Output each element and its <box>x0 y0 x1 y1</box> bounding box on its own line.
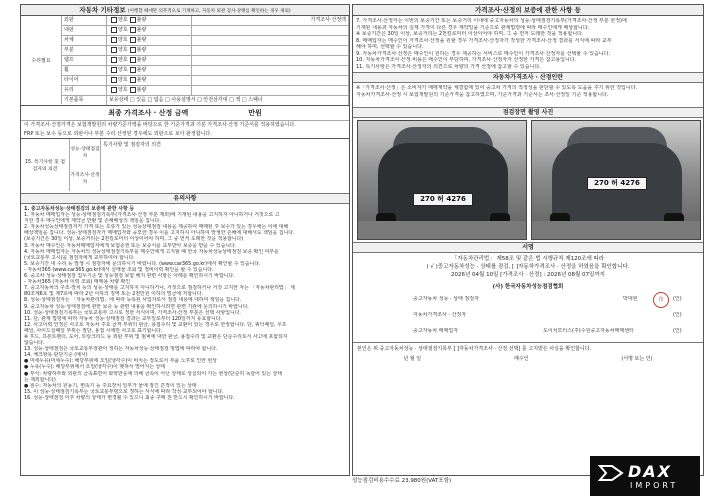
inspector-seal-icon: 印 <box>653 292 669 308</box>
text-line: 5. 보증기간 내 수리 등 발생 시 점검자에 문의하시기 바랍니다. (www.car365.go.kr)에서 확인할 수 있습니다. <box>24 260 261 267</box>
caution-title: 유의사항 <box>21 193 349 204</box>
final-price-unit: 만원 <box>248 109 262 117</box>
text-line: 9. 자동차가격조사·산정은 매수인이 원하는 경우 제공하는 서비스로 매수인이 가격조사·산정자를 선택할 수 있습니다. <box>356 50 611 57</box>
row-2: 차체 양호 불량 <box>62 36 349 46</box>
appraiser-side-label: 가격조사·산정자 <box>70 173 100 185</box>
text-line: 80조제6호 및 제7호에 따라 2년 이하의 징역 또는 2천만원 이하의 벌금에 처합니다. <box>24 291 204 298</box>
photo-area <box>353 118 703 242</box>
special-notes-content: 특기사항 및 점검자의 의견 <box>103 142 161 148</box>
text-line: ※「가격조사·산정」은 소비자가 매매계약을 체결함에 있어 중고차 가격의 적정성을 판단할 수 있도록 도움을 주기 위한 것입니다. <box>356 85 638 91</box>
front-plate: 270 허 4276 <box>413 193 473 206</box>
signature-line-1: 「자동차관리법」 제58조 및 같은 법 시행규칙 제120조에 따라 <box>451 256 605 262</box>
text-line: 지한 경우 매수인에게 계약금 반환 및 손해배상의 책임을 집니다. <box>24 218 161 225</box>
text-line: 7. 가격조사·산정자는 이번의 보증기간 또는 보증거리 이내에 중고자동차의 성능·상태점검기록부(가격조사·산정 부분 한정)에 <box>356 18 627 24</box>
inspector-company: (사) 한국자동차성능점검협회 <box>492 284 564 290</box>
signature-statement <box>353 253 703 279</box>
signature-line-3: 2026년 04월 10일 [가격조사 · 산정] : 2026년 08월 07일까지 <box>451 272 605 278</box>
text-line: 배상책임을 집니다. 성능·상태점검자가 매매업자와 공모한 경우 이를 고지하지 아니하여 발생한 손해에 대해서도 책임을 집니다. <box>24 230 295 237</box>
text-line: 않습니다. <box>24 340 45 347</box>
dax-import-logo <box>590 456 700 496</box>
text-line: 13. 성능·상태점검은 국토교통부장관이 정하는 자동차성능·상태점검 방법에 따라야 합니다. <box>24 346 218 353</box>
text-line: 1. 자동차 매매업자는 성능·상태점검기록부(가격조사·산정 부분 제외)에 기재된 내용을 고지하지 아니하거나 거짓으로 고 <box>24 212 280 219</box>
right-column <box>352 4 704 476</box>
inspector-sign-mark: (인) <box>673 296 682 302</box>
final-price-title: 최종 가격조사 · 산정 금액 <box>108 109 189 117</box>
inspector-side-label: 성능·상태점검자 <box>70 147 100 159</box>
text-line: 11. 단, 관계 법령에 따라 자동차 성능·상태점검 결과는 교부일로부터 120일까지 유효합니다. <box>24 315 222 322</box>
text-line: (보증기간은 30일 이상, 보증거리는 2천킬로미터 이상이어야 하며, 그 중 먼저 도래한 것을 적용합니다) <box>24 236 244 243</box>
text-line: 3. 자동차 매수인은 자동차매매업자에게 보험증권 또는 보증서를 교부받아 보증을 받을 수 있습니다. <box>24 242 237 249</box>
inspector-sign-label: 중고자동차 성능 · 상태 점검자 <box>413 296 479 302</box>
text-line: 8. 성능·상태점검자는 「자동차관리법」에 따라 등록된 사업자로서 점검 내용에 대하여 책임을 집니다. <box>24 297 242 304</box>
signature-title: 서명 <box>353 242 703 253</box>
text-line: 10. 자동차가격조사·산정 비용은 매수인이 부담하며, 가격조사·산정자가 산정한 가격은 참고용입니다. <box>356 57 577 63</box>
text-line: 2. 자동차성능상태점검자가 가격 또는 오류가 있는 성능상태점검 내용을 제공하여 매매된 후 보수가 있는 경우에는 이에 대해 <box>24 224 289 231</box>
price-guarantee-lines <box>353 16 703 72</box>
receipt-buyer: 매수인 <box>513 356 529 362</box>
text-line: 패널, 사이드실패널 부위는 절단, 용접 시에만 사고로 표기합니다. <box>24 327 163 334</box>
rear-plate: 270 허 4276 <box>587 177 647 190</box>
text-line: 해야 하며, 선택할 수 있습니다. <box>356 44 424 50</box>
dealer-name: 도이치모터스(주)수원중고자동차매매센터 <box>543 328 634 334</box>
text-line: ※ 보증기간은 30일 이상, 보증거리는 2천킬로미터 이상이어야 하며, 그 중 먼저 도래한 것을 적용합니다. <box>356 31 584 37</box>
text-line: 8. 매매업자는 매수인이 가격조사·산정을 원할 경우 가격조사·산정자가 작성한 가격조사·산정 결과를 서식에 따라 교부 <box>356 37 612 44</box>
photo-section-title: 점검장면 촬영 사진 <box>353 107 703 118</box>
dealer-sign-mark: (인) <box>673 328 682 334</box>
text-line: ● 미세누유(미세누수): 해당부위에 오일(냉각수)이 비치는 정도로서 부품 노후로 인한 현상 <box>24 358 217 365</box>
text-line: 기재된 내용과 자동차의 실제 가격이 다른 경우 계약일을 기준으로 관계법령에 따라 매수인에게 배상합니다. <box>356 24 590 31</box>
text-line: 16. 성능·상태점검 이후 차량의 상태가 변경될 수 있으니 최종 구매 전 반드시 확인하시기 바랍니다. <box>24 394 235 401</box>
text-line: - 자동차365 (자동차 이력 조회) 매매용 차량 확인 <box>24 279 131 286</box>
row-0: 외판 양호 불량 가격조사·산정액 <box>62 16 349 26</box>
other-info-header <box>21 5 349 16</box>
text-line: 4. 자동차 매매업자는 자동차의 성능상태점검기록부를 매수인에게 고지할 때 한국 자동차성능상태점검 보증 확인 여부를 <box>24 248 279 255</box>
text-line: 는 제외합니다) <box>24 376 56 383</box>
text-line: 10. 성능·상태점검기록부는 국토교통부 고시로 정한 서식이며, 가격조사·산정 부분은 선택 사항입니다. <box>24 309 241 316</box>
caution-section <box>21 193 349 401</box>
text-line: 자동차가격조사·산정 시 보험개발원의 기준가격을 참고하였으며, 기준가격과 기준서는 조사·산정일 기준 적용합니다. <box>356 91 609 98</box>
final-price-row <box>21 105 349 120</box>
front-photo <box>357 120 527 240</box>
other-info-note: (이행할 때에만 의무적으로 기재하고, 자동차 외관 검사·상태를 확인하는 경우 제외) <box>127 9 291 14</box>
text-line: 14. 체크항목 판단기준 (예시) <box>24 352 88 359</box>
rear-photo <box>531 120 701 240</box>
row-6: 타이어 양호 불량 <box>62 76 349 86</box>
signature-rows <box>353 292 703 342</box>
left-column <box>20 4 350 476</box>
text-line: 12. 사고이력 인정은 사고로 자동차 주요 골격 부위의 판금, 용접수리 및 교환이 있는 경우로 한정합니다. 단, 쿼터패널, 루프 <box>24 321 287 328</box>
logo-tagline: IMPORT <box>630 481 679 490</box>
text-line: 11. 특기사항은 가격조사·산정자의 의견으로 차량의 가격 산정에 참고할 수 있습니다. <box>356 63 541 70</box>
row-4: 램프 양호 불량 <box>62 56 349 66</box>
signature-line-2: ( √ )중고자동차성능 · 상태를 점검, [ ]자동차가격조사 · 산정을 하였음을 확인합니다. <box>426 264 630 270</box>
text-line: 6. 중고차 성능·상태점검 업무기준 및 성능점검 보험 해지 관련 사항은 아래를 확인하시기 바랍니다. <box>24 273 235 280</box>
dealer-sign-label: 중고자동차 매매업자 <box>413 328 459 334</box>
text-line: 15. 이 성능·상태점검기록부는 국토교통부령으로 정하는 서식에 따라 작성·교부되어야 합니다. <box>24 388 224 395</box>
checkbox <box>111 17 117 23</box>
special-notes-label: 15. 특기사항 및 점검자의 의견 <box>21 139 70 191</box>
logo-brand: DAX <box>628 462 672 481</box>
inspection-document <box>6 4 700 496</box>
caution-subtitle: 1. 중고자동차성능·상태점검의 보증에 관한 사항 등 <box>24 206 135 212</box>
text-line: - 자동차365 (www.car365.go.kr)에서 실매물 조회 및 정비이력 확인을 할 수 있습니다. <box>24 266 214 273</box>
receipt-mark: (서명 또는 인) <box>621 356 653 362</box>
receipt-line: 본인은 위 중고자동차성능 · 상태점검기록부 [ ]자동차가격조사 · 산정 선택] 를 고지받은 사실을 확인합니다. <box>357 346 592 352</box>
appraiser-sign-label: 자동차가격조사 · 산정자 <box>413 312 467 318</box>
receipt-box <box>353 342 703 364</box>
price-note: 이 가격조사·산정가격은 보험개발원의 차량기준가액을 바탕으로 한 기준가격과 기분 가격조사·산정 기준서를 적용하였습니다. <box>21 120 349 130</box>
row-7: 유리 양호 불량 <box>62 86 349 96</box>
inspector-name: 박대현 <box>623 296 638 302</box>
caution-lines <box>21 212 349 401</box>
fee-line: 성능점검비용수수료 23,980원(VAT포함) <box>352 478 452 484</box>
row-5: 휠 양호 불량 <box>62 66 349 76</box>
frp-note: FRP 또는 보수 등으로 외판이나 부분 수리 산정된 경우에도 외판으로 보아 판정합니다. <box>24 130 212 137</box>
appraiser-sign-mark: (인) <box>673 312 682 318</box>
text-line: ● 누유(누수): 해당부위에서 오일(냉각수)이 맺혀서 떨어지는 상태 <box>24 364 165 371</box>
price-guarantee-header: 가격조사·산정의 보증에 관한 사항 등 <box>353 5 703 16</box>
row-1: 내판 양호 불량 <box>62 26 349 36</box>
receipt-date: 년 월 일 <box>403 356 422 362</box>
basic-items-row: 기본품목 보유상태 □ 있음 □ 없음 □ 사용설명서 □ 안전삼각대 □ 잭 □ 스패너 <box>62 96 349 105</box>
appraiser-section-lines <box>353 83 703 107</box>
text-line: 7. 중고자동차의 구조·장치 등의 성능·상태를 고지하지 아니하거나, 거짓으로 점검하거나 거짓 고지한 자는 「자동차관리법」 제 <box>24 285 295 292</box>
other-info-title: 자동차 기타정보 <box>79 6 126 14</box>
text-line: (국토교통부 고시)을 점검자에게 교부하여야 합니다. <box>24 254 135 261</box>
text-line: ● 부식: 차량하부와 외판의 금속표면이 화학반응에 의해 금속이 아닌 상태로 상실되어 가는 현상(단순히 녹슬어 있는 상태 <box>24 370 282 377</box>
row-3: 부분 양호 불량 <box>62 46 349 56</box>
repair-needed-label: 수리필요 <box>21 16 62 104</box>
text-line: ● 침수: 자동차의 원동기, 변속기 등 주요장치 일부가 물에 잠긴 흔적이 있는 상태 <box>24 382 197 389</box>
appraiser-section-title: 자동차가격조사 · 산정인란 <box>353 72 703 83</box>
text-line: 9. 중고자동차 성능·상태점검에 관한 보증 등 관련 내용을 확인하시려면 관련 기관에 문의하시기 바랍니다. <box>24 303 249 310</box>
text-line: ※ 후드, 프론트펜더, 도어, 트렁크리드 등 외판 부위 및 범퍼에 대한 판금, 용접수리 및 교환은 단순수리로서 사고에 포함되지 <box>24 333 288 340</box>
dax-logo-icon <box>598 464 624 482</box>
special-notes-box <box>21 138 349 191</box>
